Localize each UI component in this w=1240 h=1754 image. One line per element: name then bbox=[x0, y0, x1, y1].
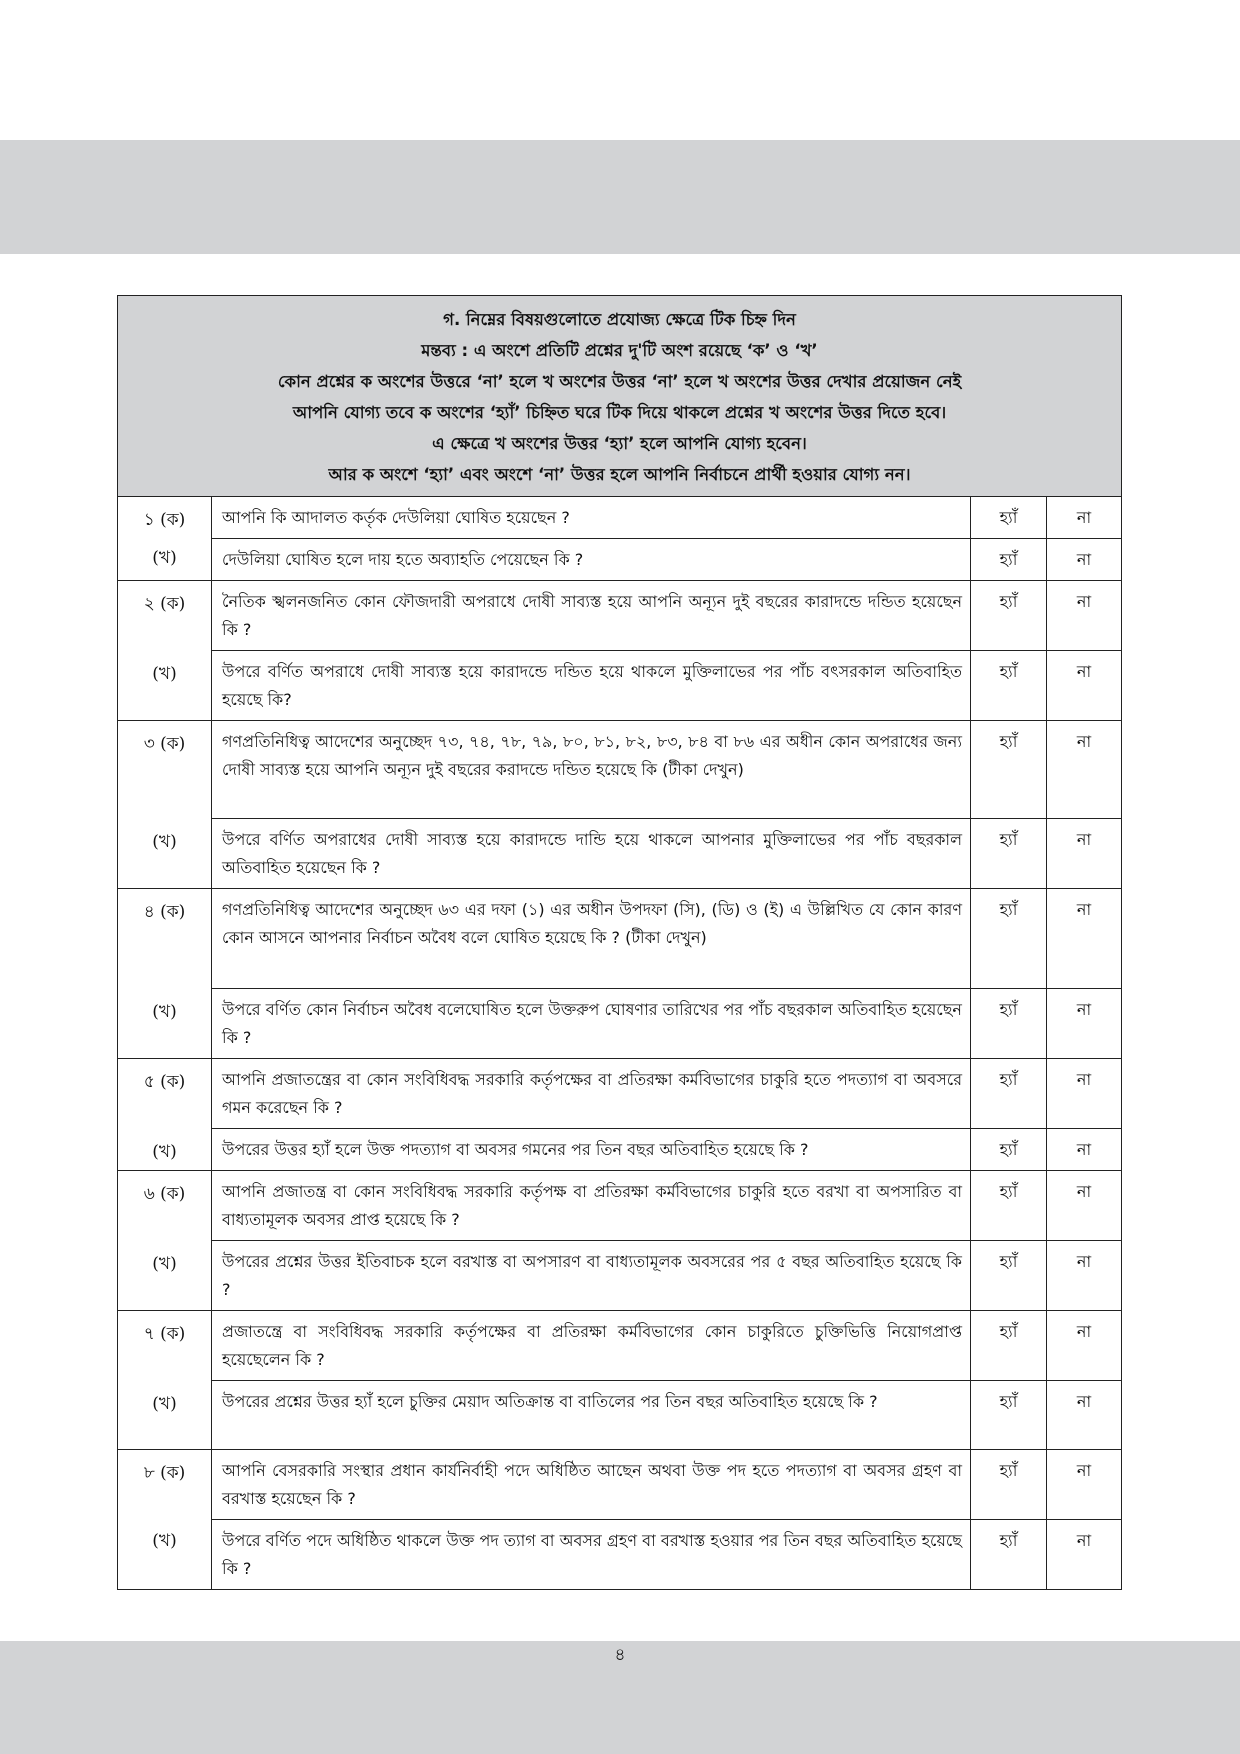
no-checkbox-cell[interactable]: না bbox=[1076, 732, 1092, 751]
question-text: উপরে বর্ণিত অপরাধে দোষী সাব্যস্ত হয়ে কারাদন্ডে দন্ডিত হয়ে থাকলে মুক্তিলাভের পর পাঁচ বৎসরকাল অতিবাহিত হয়েছে কি? bbox=[212, 651, 971, 720]
yes-checkbox-cell[interactable]: হ্যাঁ bbox=[971, 539, 1047, 580]
yes-checkbox-cell[interactable]: হ্যাঁ bbox=[971, 1171, 1047, 1240]
question-text: উপরের উত্তর হ্যাঁ হলে উক্ত পদত্যাগ বা অবসর গমনের পর তিন বছর অতিবাহিত হয়েছে কি ? bbox=[212, 1129, 971, 1170]
yes-checkbox-cell[interactable]: হ্যাঁ bbox=[971, 1241, 1047, 1310]
question-text: প্রজাতন্ত্রে বা সংবিধিবদ্ধ সরকারি কর্তৃপক্ষের বা প্রতিরক্ষা কর্মবিভাগের কোন চাকুরিতে চুক্তিভিত্তি নিয়োগপ্রাপ্ত হয়েছেলেন কি ? bbox=[212, 1311, 971, 1380]
yes-checkbox-cell[interactable]: হ্যাঁ bbox=[971, 497, 1047, 538]
question-group bbox=[118, 1171, 1121, 1311]
yes-checkbox-cell[interactable]: হ্যাঁ bbox=[971, 989, 1047, 1058]
question-text: উপরের প্রশ্নের উত্তর হ্যাঁ হলে চুক্তির মেয়াদ অতিক্রান্ত বা বাতিলের পর তিন বছর অতিবাহিত হয়েছে কি ? bbox=[212, 1381, 971, 1449]
question-number: ৫ (ক) bbox=[143, 1072, 186, 1092]
yes-checkbox-cell[interactable]: হ্যাঁ bbox=[971, 1520, 1047, 1589]
question-number: (খ) bbox=[152, 664, 177, 684]
question-text: উপরে বর্ণিত কোন নির্বাচন অবৈধ বলেঘোষিত হলে উক্তরুপ ঘোষণার তারিখের পর পাঁচ বছরকাল অতিবাহিত হয়েছেন কি ? bbox=[212, 989, 971, 1058]
question-text: আপনি কি আদালত কর্তৃক দেউলিয়া ঘোষিত হয়েছেন ? bbox=[212, 497, 971, 538]
no-checkbox-cell[interactable]: না bbox=[1076, 830, 1092, 849]
question-row bbox=[212, 721, 1121, 819]
question-group bbox=[118, 721, 1121, 889]
question-text: আপনি প্রজাতন্ত্র বা কোন সংবিধিবদ্ধ সরকারি কর্তৃপক্ষ বা প্রতিরক্ষা কর্মবিভাগের চাকুরি হতে বরখা বা অপসারিত বা বাধ্যতামূলক অবসর প্রাপ্ত হয়েছে কি ? bbox=[212, 1171, 971, 1240]
no-checkbox-cell[interactable]: না bbox=[1076, 900, 1092, 919]
question-group bbox=[118, 889, 1121, 1059]
question-group bbox=[118, 1450, 1121, 1589]
question-text: আপনি প্রজাতন্ত্রের বা কোন সংবিধিবদ্ধ সরকারি কর্তৃপক্ষের বা প্রতিরক্ষা কর্মবিভাগের চাকুরি হতে পদত্যাগ বা অবসরে গমন করেছেন কি ? bbox=[212, 1059, 971, 1128]
yes-checkbox-cell[interactable]: হ্যাঁ bbox=[971, 1059, 1047, 1128]
question-rows bbox=[212, 497, 1121, 580]
yes-checkbox-cell[interactable]: হ্যাঁ bbox=[971, 1450, 1047, 1519]
yes-checkbox-cell[interactable]: হ্যাঁ bbox=[971, 581, 1047, 650]
no-checkbox-cell[interactable]: না bbox=[1076, 592, 1092, 611]
question-number-column bbox=[118, 581, 212, 720]
no-checkbox-cell[interactable]: না bbox=[1076, 1392, 1092, 1411]
question-number: ৮ (ক) bbox=[143, 1463, 186, 1483]
question-number: (খ) bbox=[152, 1394, 177, 1414]
page-number: ৪ bbox=[614, 1645, 626, 1665]
instruction-line: এ ক্ষেত্রে খ অংশের উত্তর ‘হ্যা’ হলে আপনি যোগ্য হবেন। bbox=[432, 434, 807, 453]
no-checkbox-cell[interactable]: না bbox=[1076, 1531, 1092, 1550]
question-row bbox=[212, 497, 1121, 539]
question-number-column bbox=[118, 721, 212, 888]
question-row bbox=[212, 539, 1121, 580]
question-number: ১ (ক) bbox=[143, 510, 186, 530]
question-text: গণপ্রতিনিধিত্ব আদেশের অনুচ্ছেদ ৭৩, ৭৪, ৭৮, ৭৯, ৮০, ৮১, ৮২, ৮৩, ৮৪ বা ৮৬ এর অধীন কোন অপরাধের জন্য দোষী সাব্যস্ত হয়ে আপনি অন্যূন দুই বছরের করাদন্ডে দন্ডিত হয়েছে কি (টীকা দেখুন) bbox=[212, 721, 971, 818]
question-number: (খ) bbox=[152, 1002, 177, 1022]
no-checkbox-cell[interactable]: না bbox=[1076, 1070, 1092, 1089]
question-rows bbox=[212, 1171, 1121, 1310]
question-number: ৭ (ক) bbox=[143, 1324, 186, 1344]
no-checkbox-cell[interactable]: না bbox=[1076, 662, 1092, 681]
question-number-column bbox=[118, 1311, 212, 1449]
question-number-column bbox=[118, 497, 212, 580]
instructions-block bbox=[118, 296, 1121, 497]
question-number: (খ) bbox=[152, 548, 177, 568]
no-checkbox-cell[interactable]: না bbox=[1076, 1182, 1092, 1201]
question-row bbox=[212, 1520, 1121, 1589]
question-row bbox=[212, 1241, 1121, 1310]
yes-checkbox-cell[interactable]: হ্যাঁ bbox=[971, 819, 1047, 888]
question-rows bbox=[212, 889, 1121, 1058]
question-text: নৈতিক স্খলনজনিত কোন ফৌজদারী অপরাধে দোষী সাব্যস্ত হয়ে আপনি অন্যূন দুই বছরের কারাদন্ডে দন্ডিত হয়েছেন কি ? bbox=[212, 581, 971, 650]
question-row bbox=[212, 1129, 1121, 1170]
question-number: (খ) bbox=[152, 1142, 177, 1162]
question-text: আপনি বেসরকারি সংস্থার প্রধান কার্যনির্বাহী পদে অধিষ্ঠিত আছেন অথবা উক্ত পদ হতে পদত্যাগ বা অবসর গ্রহণ বা বরখাস্ত হয়েছেন কি ? bbox=[212, 1450, 971, 1519]
question-number: ৬ (ক) bbox=[143, 1184, 186, 1204]
question-row bbox=[212, 1450, 1121, 1520]
no-checkbox-cell[interactable]: না bbox=[1076, 550, 1092, 569]
question-row bbox=[212, 889, 1121, 989]
question-number: (খ) bbox=[152, 832, 177, 852]
yes-checkbox-cell[interactable]: হ্যাঁ bbox=[971, 1381, 1047, 1449]
question-number-column bbox=[118, 1059, 212, 1170]
question-group bbox=[118, 497, 1121, 581]
question-row bbox=[212, 651, 1121, 720]
question-rows bbox=[212, 1311, 1121, 1449]
question-text: উপরে বর্ণিত পদে অধিষ্ঠিত থাকলে উক্ত পদ ত্যাগ বা অবসর গ্রহণ বা বরখাস্ত হওয়ার পর তিন বছর অতিবাহিত হয়েছে কি ? bbox=[212, 1520, 971, 1589]
question-text: গণপ্রতিনিধিত্ব আদেশের অনুচ্ছেদ ৬৩ এর দফা (১) এর অধীন উপদফা (সি), (ডি) ও (ই) এ উল্লিখিত যে কোন কারণ কোন আসনে আপনার নির্বাচন অবৈধ বলে ঘোষিত হয়েছে কি ? (টীকা দেখুন) bbox=[212, 889, 971, 988]
question-row bbox=[212, 819, 1121, 888]
question-number-column bbox=[118, 889, 212, 1058]
question-text: উপরে বর্ণিত অপরাধের দোষী সাব্যস্ত হয়ে কারাদন্ডে দান্ডি হয়ে থাকলে আপনার মুক্তিলাভের পর পাঁচ বছরকাল অতিবাহিত হয়েছেন কি ? bbox=[212, 819, 971, 888]
instruction-line: আর ক অংশে ‘হ্যা’ এবং অংশে ‘না’ উত্তর হলে আপনি নির্বাচনে প্রার্থী হওয়ার যোগ্য নন। bbox=[328, 465, 911, 484]
question-number: (খ) bbox=[152, 1531, 177, 1551]
yes-checkbox-cell[interactable]: হ্যাঁ bbox=[971, 889, 1047, 988]
question-number: ৩ (ক) bbox=[143, 734, 186, 754]
question-number-column bbox=[118, 1450, 212, 1589]
question-row bbox=[212, 1171, 1121, 1241]
no-checkbox-cell[interactable]: না bbox=[1076, 1140, 1092, 1159]
question-number: ৪ (ক) bbox=[143, 902, 186, 922]
question-number: ২ (ক) bbox=[143, 594, 186, 614]
question-text: দেউলিয়া ঘোষিত হলে দায় হতে অব্যাহতি পেয়েছেন কি ? bbox=[212, 539, 971, 580]
instruction-line: মন্তব্য : এ অংশে প্রতিটি প্রশ্নের দু'টি অংশ রয়েছে ‘ক’ ও ‘খ’ bbox=[421, 341, 818, 360]
instruction-heading: গ. নিম্নের বিষয়গুলোতে প্রযোজ্য ক্ষেত্রে টিক চিহ্ন দিন bbox=[443, 310, 796, 329]
yes-checkbox-cell[interactable]: হ্যাঁ bbox=[971, 1311, 1047, 1380]
instruction-line: আপনি যোগ্য তবে ক অংশের ‘হ্যাঁ’ চিহ্নিত ঘরে টিক দিয়ে থাকলে প্রশ্নের খ অংশের উত্তর দিতে হবে। bbox=[292, 403, 947, 422]
header-band bbox=[0, 140, 1240, 254]
no-checkbox-cell[interactable]: না bbox=[1076, 1252, 1092, 1271]
eligibility-form bbox=[117, 295, 1122, 1590]
question-text: উপরের প্রশ্নের উত্তর ইতিবাচক হলে বরখাস্ত বা অপসারণ বা বাধ্যতামূলক অবসরের পর ৫ বছর অতিবাহিত হয়েছে কি ? bbox=[212, 1241, 971, 1310]
no-checkbox-cell[interactable]: না bbox=[1076, 1461, 1092, 1480]
question-row bbox=[212, 1381, 1121, 1449]
instruction-line: কোন প্রশ্নের ক অংশের উত্তরে ‘না’ হলে খ অংশের উত্তর ‘না’ হলে খ অংশের উত্তর দেখার প্রয়োজন নেই bbox=[277, 372, 962, 391]
yes-checkbox-cell[interactable]: হ্যাঁ bbox=[971, 1129, 1047, 1170]
question-row bbox=[212, 581, 1121, 651]
question-rows bbox=[212, 1059, 1121, 1170]
yes-checkbox-cell[interactable]: হ্যাঁ bbox=[971, 651, 1047, 720]
question-rows bbox=[212, 721, 1121, 888]
question-number-column bbox=[118, 1171, 212, 1310]
yes-checkbox-cell[interactable]: হ্যাঁ bbox=[971, 721, 1047, 818]
question-number: (খ) bbox=[152, 1254, 177, 1274]
question-group bbox=[118, 1059, 1121, 1171]
no-checkbox-cell[interactable]: না bbox=[1076, 508, 1092, 527]
no-checkbox-cell[interactable]: না bbox=[1076, 1322, 1092, 1341]
question-rows bbox=[212, 581, 1121, 720]
question-row bbox=[212, 1059, 1121, 1129]
question-row bbox=[212, 989, 1121, 1058]
question-group bbox=[118, 1311, 1121, 1450]
question-group bbox=[118, 581, 1121, 721]
no-checkbox-cell[interactable]: না bbox=[1076, 1000, 1092, 1019]
question-rows bbox=[212, 1450, 1121, 1589]
question-row bbox=[212, 1311, 1121, 1381]
